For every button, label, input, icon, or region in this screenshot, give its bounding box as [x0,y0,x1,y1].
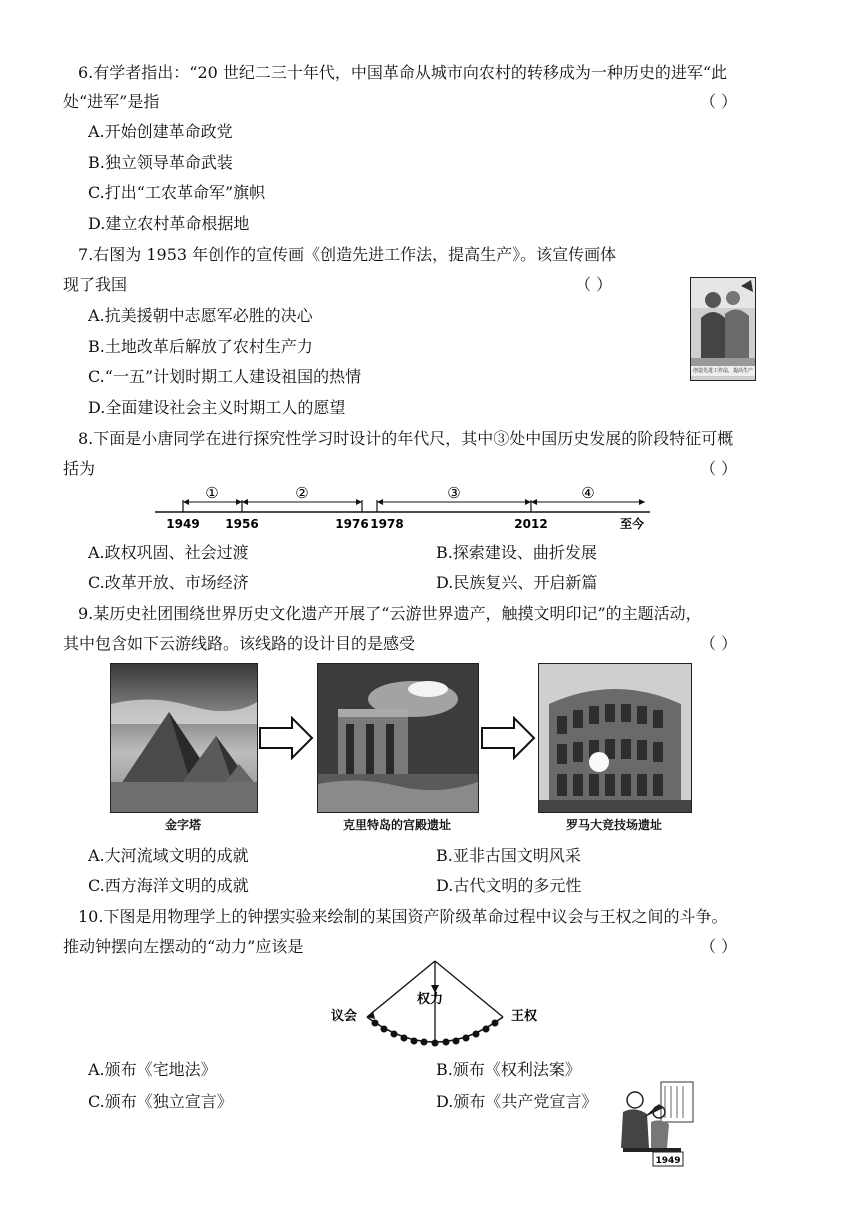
q7-option-c: C.“一五”计划时期工人建设祖国的热情 [88,367,362,386]
q6-answer-bracket: （ ） [700,92,738,111]
q9-stem-line1: 9.某历史社团围绕世界历史文化遗产开展了“云游世界遗产，触摸文明印记”的主题活动， [78,604,702,623]
poster-caption: 创造先进工作法，提高生产 [692,368,753,374]
q9-option-c: C.西方海洋文明的成就 [88,876,249,895]
q6-stem-line1: 6.有学者指出：“20 世纪二三十年代，中国革命从城市向农村的转移成为一种历史的进军“此 [78,63,728,82]
q10-option-a: A.颁布《宅地法》 [88,1060,217,1079]
pendulum-left-label: 议会 [331,1009,358,1024]
q9-option-a: A.大河流域文明的成就 [88,846,249,865]
pendulum-right-label: 王权 [511,1009,538,1024]
q7-option-b: B.土地改革后解放了农村生产力 [88,337,313,356]
q8-stem-line2: 括为 [63,459,96,478]
q10-option-d: D.颁布《共产党宣言》 [436,1092,598,1111]
q6-option-c: C.打出“工农革命军”旗帜 [88,183,266,202]
pyramid-caption: 金字塔 [164,818,201,832]
arrow-right-icon [258,716,314,760]
pendulum-center-label: 权力 [417,992,444,1007]
cartoon-illustration [613,1078,697,1168]
q8-option-d: D.民族复兴、开启新篇 [436,573,598,592]
crete-palace-caption: 克里特岛的宫殿遗址 [342,818,451,832]
q6-option-a: A.开始创建革命政党 [88,122,233,141]
pyramid-photo [110,663,258,813]
timeline-year-1949: 1949 [166,517,200,531]
q10-option-c: C.颁布《独立宣言》 [88,1092,233,1111]
timeline-segment-1: ① [205,484,219,502]
colosseum-photo [538,663,692,813]
timeline-segment-4: ④ [581,484,595,502]
timeline-year-1978: 1978 [370,517,404,531]
q6-option-d: D.建立农村革命根据地 [88,214,250,233]
q8-option-b: B.探索建设、曲折发展 [436,543,597,562]
q7-option-a: A.抗美援朝中志愿军必胜的决心 [88,306,313,325]
q8-stem-line1: 8.下面是小唐同学在进行探究性学习时设计的年代尺，其中③处中国历史发展的阶段特征可概 [78,429,734,448]
timeline-year-1976: 1976 [335,517,369,531]
q7-option-d: D.全面建设社会主义时期工人的愿望 [88,398,346,417]
pendulum-diagram [325,955,545,1050]
timeline-ruler [150,482,660,534]
q9-option-b: B.亚非古国文明风采 [436,846,581,865]
timeline-segment-3: ③ [447,484,461,502]
q9-answer-bracket: （ ） [700,634,738,653]
q8-option-c: C.改革开放、市场经济 [88,573,249,592]
cartoon-year-label: 1949 [655,1156,681,1166]
propaganda-poster-image [690,277,756,381]
q6-option-b: B.独立领导革命武装 [88,153,233,172]
crete-palace-photo [317,663,479,813]
q7-answer-bracket: （ ） [575,275,613,294]
q10-stem-line2: 推动钟摆向左摆动的“动力”应该是 [63,937,304,956]
q10-stem-line1: 10.下图是用物理学上的钟摆实验来绘制的某国资产阶级革命过程中议会与王权之间的斗争。 [78,907,728,926]
q6-stem-line2: 处“进军”是指 [63,92,160,111]
colosseum-caption: 罗马大竞技场遗址 [565,818,662,832]
arrow-right-icon [480,716,536,760]
q8-option-a: A.政权巩固、社会过渡 [88,543,249,562]
timeline-segment-2: ② [295,484,309,502]
timeline-year-now: 至今 [619,517,645,531]
timeline-year-1956: 1956 [225,517,259,531]
q8-answer-bracket: （ ） [700,459,738,478]
q10-answer-bracket: （ ） [700,937,738,956]
q9-stem-line2: 其中包含如下云游线路。该线路的设计目的是感受 [63,634,416,653]
timeline-year-2012: 2012 [514,517,548,531]
q7-stem-line1: 7.右图为 1953 年创作的宣传画《创造先进工作法，提高生产》。该宣传画体 [78,245,617,264]
q10-option-b: B.颁布《权利法案》 [436,1060,581,1079]
q9-option-d: D.古代文明的多元性 [436,876,582,895]
q7-stem-line2: 现了我国 [63,275,128,294]
